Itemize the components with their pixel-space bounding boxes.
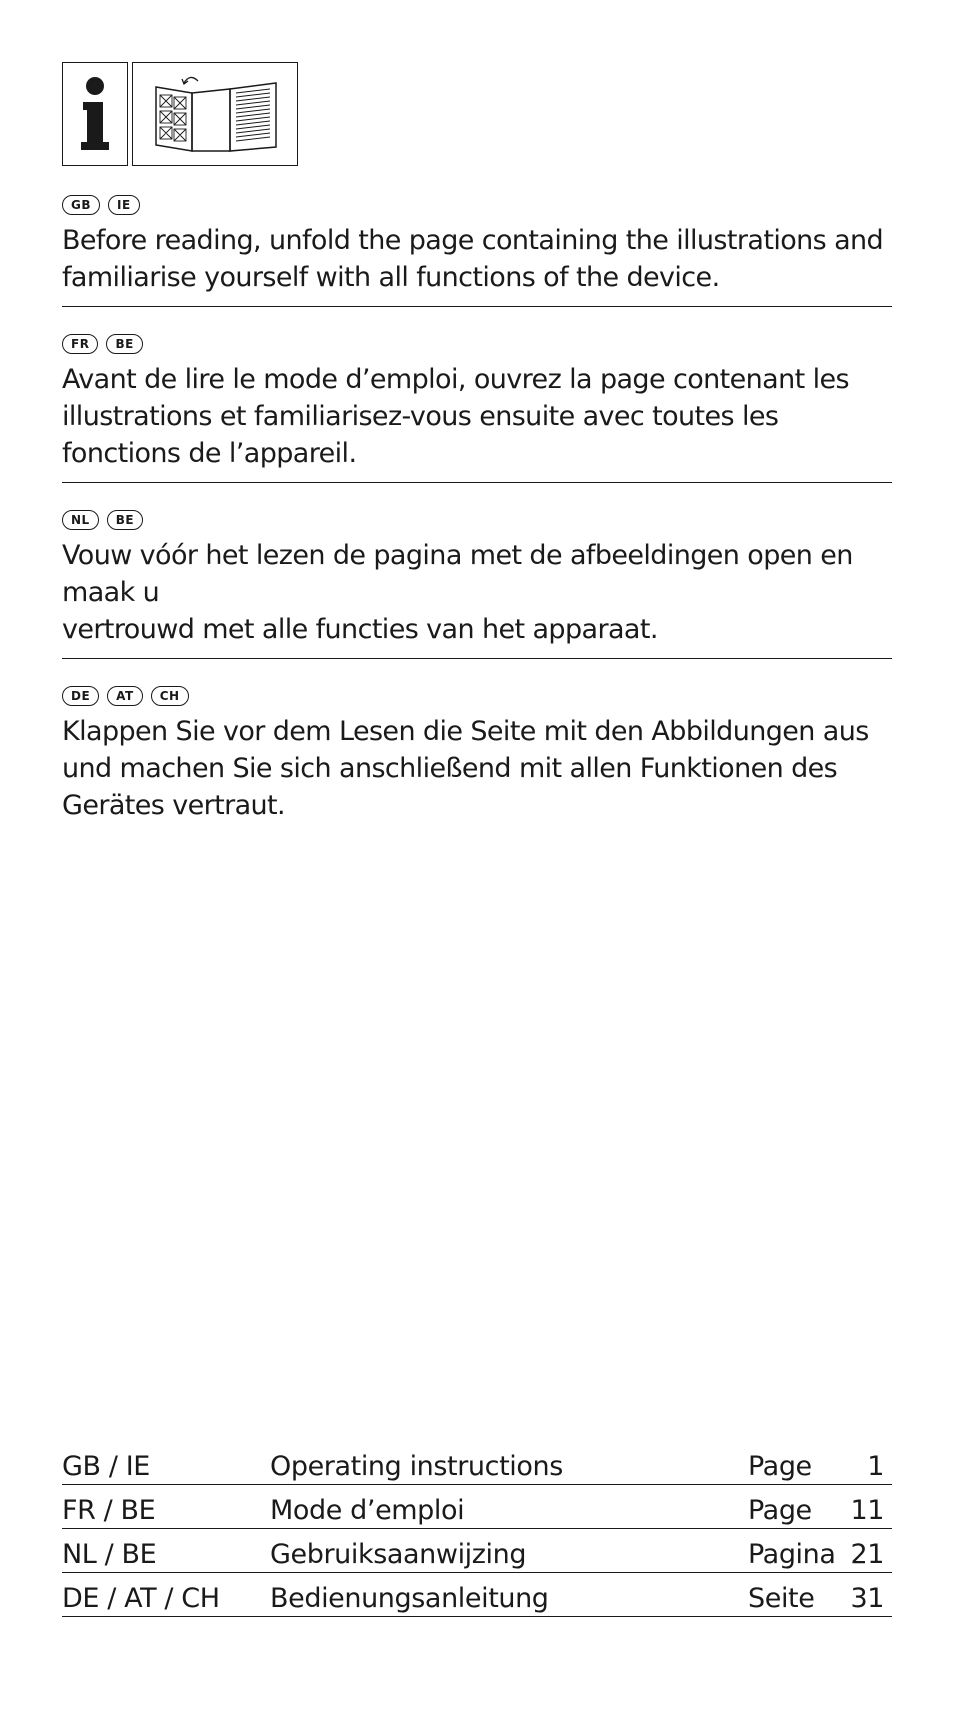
- country-badge: NL: [62, 510, 99, 530]
- toc-page-label: Page: [748, 1495, 812, 1526]
- toc-language: DE / AT / CH: [62, 1583, 220, 1614]
- toc-language: FR / BE: [62, 1495, 156, 1526]
- section-de-at-ch: [62, 685, 892, 834]
- header-icons: [62, 62, 892, 166]
- instruction-text: Avant de lire le mode d’emploi, ouvrez la page contenant les illustrations et familiarisez-vous ensuite avec toutes les fonctions de l’appareil.: [62, 364, 849, 469]
- page: [62, 62, 892, 834]
- country-badge: BE: [107, 510, 143, 530]
- instruction-text: Before reading, unfold the page containing the illustrations and familiarise yourself with all functions of the device.: [62, 225, 884, 293]
- toc-language: NL / BE: [62, 1539, 157, 1570]
- table-of-contents: [62, 1443, 892, 1617]
- country-badge: FR: [62, 334, 98, 354]
- toc-language: GB / IE: [62, 1451, 150, 1482]
- country-badges: [62, 509, 892, 531]
- toc-page-number: 31: [850, 1583, 884, 1614]
- unfold-pages-icon: [132, 62, 298, 166]
- country-badges: [62, 333, 892, 355]
- toc-page-number: 11: [850, 1495, 884, 1526]
- country-badge: DE: [62, 686, 99, 706]
- country-badges: [62, 685, 892, 707]
- toc-title: Bedienungsanleitung: [270, 1583, 549, 1614]
- toc-page-number: 1: [867, 1451, 884, 1482]
- instruction-text: Vouw vóór het lezen de pagina met de afbeeldingen open en maak u vertrouwd met alle functies van het apparaat.: [62, 540, 853, 645]
- country-badge: AT: [107, 686, 143, 706]
- country-badge: GB: [62, 195, 100, 215]
- section-fr-be: [62, 333, 892, 483]
- instruction-text: Klappen Sie vor dem Lesen die Seite mit den Abbildungen aus und machen Sie sich anschließend mit allen Funktionen des Gerätes vertraut.: [62, 716, 869, 821]
- toc-row[interactable]: [62, 1529, 892, 1573]
- toc-title: Mode d’emploi: [270, 1495, 465, 1526]
- toc-title: Operating instructions: [270, 1451, 563, 1482]
- country-badge: IE: [108, 195, 140, 215]
- toc-row[interactable]: [62, 1573, 892, 1617]
- toc-title: Gebruiksaanwijzing: [270, 1539, 527, 1570]
- toc-page-number: 21: [850, 1539, 884, 1570]
- info-icon: [62, 62, 128, 166]
- country-badges: [62, 194, 892, 216]
- toc-page-label: Pagina: [748, 1539, 836, 1570]
- toc-page-label: Seite: [748, 1583, 815, 1614]
- section-gb-ie: [62, 194, 892, 307]
- section-nl-be: [62, 509, 892, 659]
- country-badge: BE: [106, 334, 142, 354]
- country-badge: CH: [151, 686, 189, 706]
- toc-row[interactable]: [62, 1485, 892, 1529]
- toc-page-label: Page: [748, 1451, 812, 1482]
- toc-row[interactable]: [62, 1443, 892, 1485]
